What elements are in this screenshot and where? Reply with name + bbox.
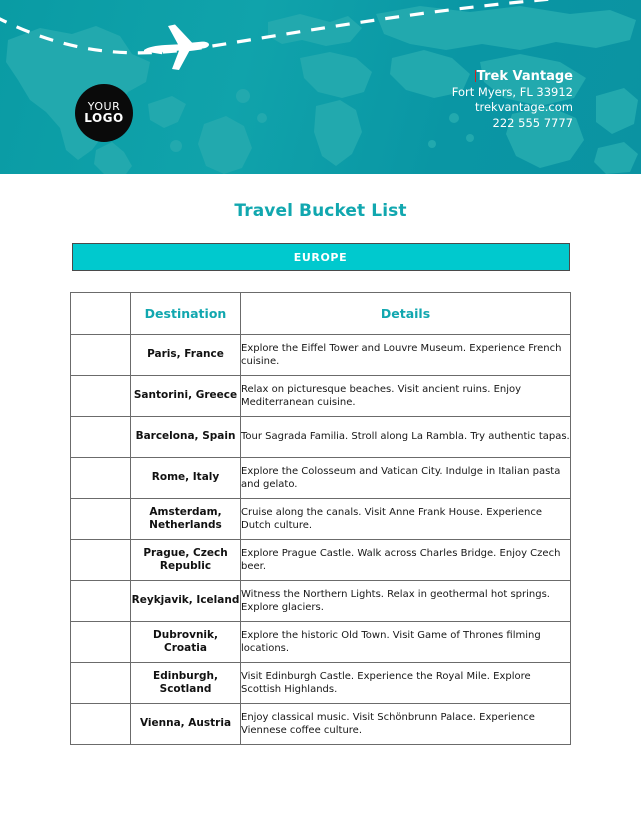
row-destination: Reykjavik, Iceland	[131, 581, 241, 622]
table-row	[71, 376, 571, 417]
company-website[interactable]: trekvantage.com	[474, 100, 573, 115]
section-banner-label: EUROPE	[293, 250, 348, 264]
table-row	[71, 663, 571, 704]
row-checkbox-cell[interactable]	[71, 499, 131, 540]
row-checkbox-cell[interactable]	[71, 663, 131, 704]
logo-line-1: YOUR	[87, 100, 121, 114]
row-destination: Rome, Italy	[131, 458, 241, 499]
document-body	[0, 201, 641, 745]
row-details: Explore the Colosseum and Vatican City. Indulge in Italian pasta and gelato.	[241, 458, 571, 499]
table-row	[71, 540, 571, 581]
row-details: Tour Sagrada Familia. Stroll along La Rambla. Try authentic tapas.	[241, 417, 571, 458]
row-details: Cruise along the canals. Visit Anne Frank House. Experience Dutch culture.	[241, 499, 571, 540]
table-row	[71, 458, 571, 499]
text-cursor-icon	[475, 70, 476, 82]
table-row	[71, 499, 571, 540]
row-checkbox-cell[interactable]	[71, 335, 131, 376]
column-header-destination: Destination	[131, 293, 241, 335]
header-banner	[0, 0, 641, 174]
company-name	[452, 68, 573, 85]
column-header-checkbox	[71, 293, 131, 335]
row-details: Explore the historic Old Town. Visit Game of Thrones filming locations.	[241, 622, 571, 663]
row-details: Relax on picturesque beaches. Visit ancient ruins. Enjoy Mediterranean cuisine.	[241, 376, 571, 417]
company-phone: 222 555 7777	[492, 115, 573, 130]
table-header-row	[71, 293, 571, 335]
row-destination: Vienna, Austria	[131, 704, 241, 745]
table-body	[71, 335, 571, 745]
contact-block	[452, 68, 573, 131]
row-checkbox-cell[interactable]	[71, 622, 131, 663]
row-details: Witness the Northern Lights. Relax in geothermal hot springs. Explore glaciers.	[241, 581, 571, 622]
row-details: Enjoy classical music. Visit Schönbrunn Palace. Experience Viennese coffee culture.	[241, 704, 571, 745]
logo-badge[interactable]	[75, 84, 133, 142]
table-row	[71, 335, 571, 376]
table-row	[71, 704, 571, 745]
row-details: Explore the Eiffel Tower and Louvre Museum. Experience French cuisine.	[241, 335, 571, 376]
row-details: Explore Prague Castle. Walk across Charles Bridge. Enjoy Czech beer.	[241, 540, 571, 581]
page-title: Travel Bucket List	[234, 201, 407, 221]
company-address: Fort Myers, FL 33912	[451, 85, 573, 100]
row-checkbox-cell[interactable]	[71, 417, 131, 458]
table-row	[71, 581, 571, 622]
row-checkbox-cell[interactable]	[71, 458, 131, 499]
row-destination: Paris, France	[131, 335, 241, 376]
row-destination: Amsterdam, Netherlands	[131, 499, 241, 540]
row-checkbox-cell[interactable]	[71, 581, 131, 622]
row-checkbox-cell[interactable]	[71, 540, 131, 581]
company-name-text: Trek Vantage	[476, 69, 573, 84]
row-checkbox-cell[interactable]	[71, 704, 131, 745]
logo-line-2: LOGO	[84, 111, 124, 126]
row-destination: Edinburgh, Scotland	[131, 663, 241, 704]
table-row	[71, 417, 571, 458]
table-row	[71, 622, 571, 663]
table-header	[71, 293, 571, 335]
bucket-list-table	[70, 292, 571, 745]
row-destination: Santorini, Greece	[131, 376, 241, 417]
row-destination: Prague, Czech Republic	[131, 540, 241, 581]
column-header-details: Details	[241, 293, 571, 335]
row-details: Visit Edinburgh Castle. Experience the Royal Mile. Explore Scottish Highlands.	[241, 663, 571, 704]
row-destination: Dubrovnik, Croatia	[131, 622, 241, 663]
row-checkbox-cell[interactable]	[71, 376, 131, 417]
airplane-icon	[138, 18, 210, 76]
section-banner-europe	[72, 243, 570, 271]
row-destination: Barcelona, Spain	[131, 417, 241, 458]
